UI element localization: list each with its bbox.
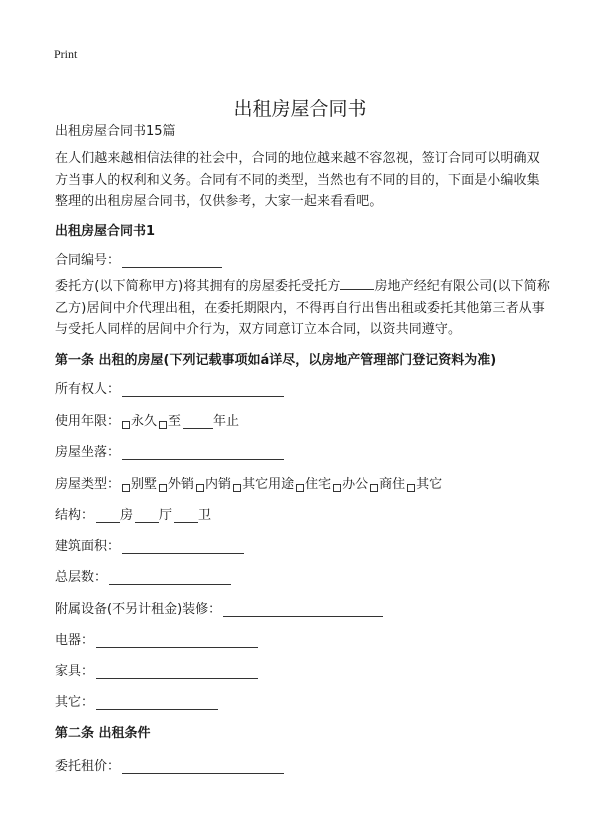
structure-room-blank: [96, 510, 120, 523]
checkbox-until: [159, 421, 167, 429]
type-option-residence: 住宅: [305, 477, 332, 492]
section1-heading: 出租房屋合同书1: [55, 224, 156, 239]
structure-bath-blank: [174, 510, 198, 523]
document-subtitle: 出租房屋合同书15篇: [55, 124, 176, 139]
equipment-blank: [223, 604, 383, 617]
owner-blank: [122, 384, 284, 397]
structure-label: 结构：: [55, 508, 95, 523]
type-option-export: 外销: [168, 477, 195, 492]
location-blank: [122, 447, 284, 460]
type-option-office: 办公: [342, 477, 369, 492]
house-type-field: [55, 473, 442, 492]
area-blank: [122, 541, 244, 554]
structure-room: 房: [120, 508, 134, 523]
appliance-label: 电器：: [55, 633, 95, 648]
rent-blank: [122, 761, 284, 774]
floors-field: [55, 566, 231, 585]
type-option-domestic: 内销: [205, 477, 232, 492]
rent-label: 委托租价：: [55, 759, 121, 774]
furniture-field: [55, 660, 258, 679]
intro-paragraph: 在人们越来越相信法律的社会中，合同的地位越来越不容忽视，签订合同可以明确双方当事人的权利和义务。合同有不同的类型，当然也有不同的目的，下面是小编收集整理的出租房屋合同书，仅供参考，大家一起来看看吧。: [55, 151, 540, 209]
entrust-text-part2: 房地产经纪有限公司(以下简称乙方)居间中介代理出租，在委托期限内，不得再自行出售出租或委托其他第三者从事与受托人同样的居间中介行为，双方同意订立本合同，以资共同遵守。: [55, 279, 550, 337]
term-option-permanent: 永久: [131, 414, 158, 429]
rent-field: [55, 755, 284, 774]
type-option-villa: 别墅: [131, 477, 158, 492]
term-field: [55, 410, 239, 429]
term-option-until: 至: [168, 414, 182, 429]
area-field: [55, 535, 244, 554]
floors-label: 总层数：: [55, 570, 108, 585]
type-option-other: 其它: [416, 477, 443, 492]
equipment-label: 附属设备(不另计租金)装修：: [55, 602, 222, 617]
type-option-commercial-residential: 商住: [379, 477, 406, 492]
article1-heading: 第一条 出租的房屋(下列记载事项如á详尽，以房地产管理部门登记资料为准): [55, 353, 497, 368]
checkbox-other-use: [233, 484, 241, 492]
print-link[interactable]: Print: [54, 47, 78, 61]
other-label: 其它：: [55, 695, 95, 710]
entrust-agency-blank: [340, 277, 374, 290]
checkbox-office: [333, 484, 341, 492]
term-suffix: 年止: [213, 414, 240, 429]
article2-heading: 第二条 出租条件: [55, 726, 151, 741]
checkbox-permanent: [122, 421, 130, 429]
checkbox-domestic: [196, 484, 204, 492]
location-label: 房屋坐落：: [55, 445, 121, 460]
contract-number-label: 合同编号：: [55, 253, 121, 268]
other-blank: [96, 697, 218, 710]
document-title: 出租房屋合同书: [233, 97, 367, 120]
structure-hall-blank: [135, 510, 159, 523]
appliance-blank: [96, 635, 258, 648]
term-year-blank: [183, 416, 213, 429]
owner-field: [55, 378, 284, 397]
equipment-field: [55, 598, 383, 617]
location-field: [55, 441, 284, 460]
checkbox-villa: [122, 484, 130, 492]
floors-blank: [109, 572, 231, 585]
furniture-blank: [96, 666, 258, 679]
structure-hall: 厅: [159, 508, 173, 523]
house-type-label: 房屋类型：: [55, 477, 121, 492]
area-label: 建筑面积：: [55, 539, 121, 554]
term-label: 使用年限：: [55, 414, 121, 429]
owner-label: 所有权人：: [55, 382, 121, 397]
appliance-field: [55, 629, 258, 648]
structure-field: [55, 504, 211, 523]
checkbox-export: [159, 484, 167, 492]
other-field: [55, 691, 218, 710]
contract-number-field: [55, 249, 222, 268]
checkbox-residence: [296, 484, 304, 492]
checkbox-commercial-residential: [370, 484, 378, 492]
type-option-other-use: 其它用途: [242, 477, 295, 492]
entrust-text-part1: 委托方(以下简称甲方)将其拥有的房屋委托受托方: [55, 279, 341, 294]
checkbox-other: [407, 484, 415, 492]
contract-number-blank: [122, 255, 222, 268]
furniture-label: 家具：: [55, 664, 95, 679]
structure-bath: 卫: [198, 508, 212, 523]
entrust-paragraph: [55, 276, 550, 341]
